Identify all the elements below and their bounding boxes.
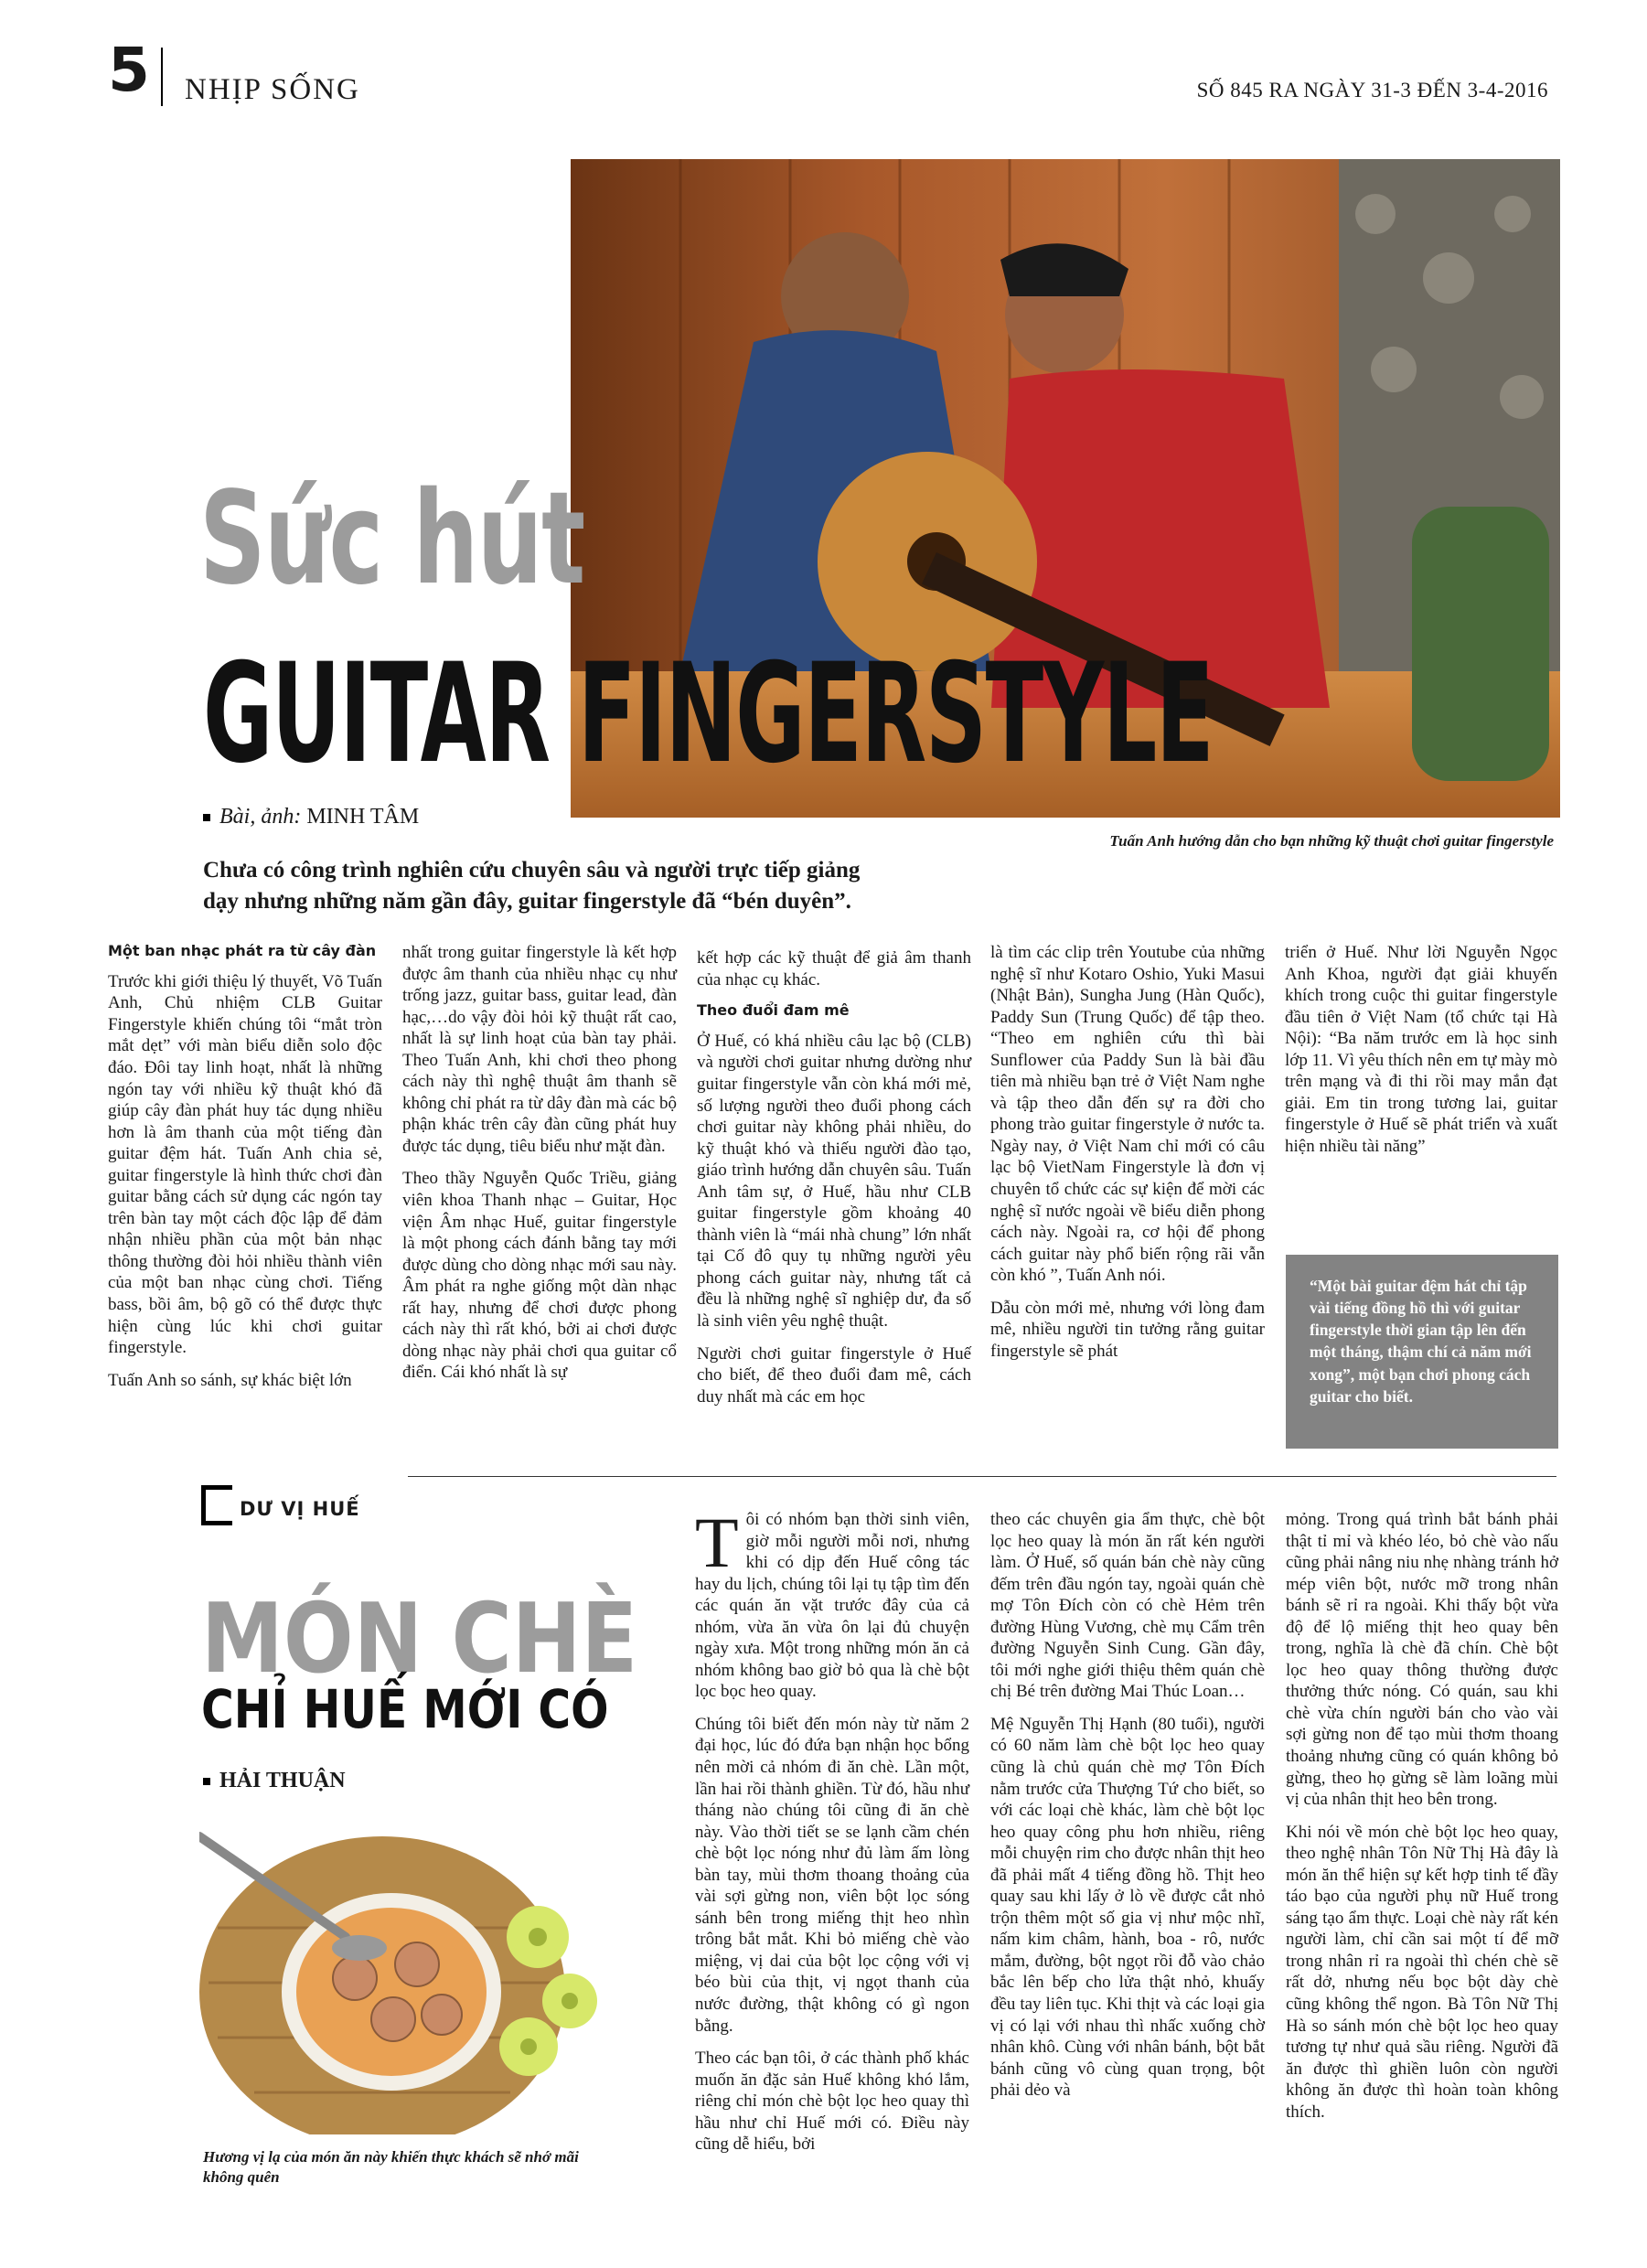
paragraph: Ở Huế, có khá nhiều câu lạc bộ (CLB) và người chơi guitar nhưng dường như guitar fingerstyle vẫn còn khá mới mẻ, số lượng người theo đuổi phong cách chơi guitar này không phải nhiều, do kỹ thuật khó và thiếu người đào tạo, giáo trình hướng dẫn chuyên sâu. Tuấn Anh tâm sự, ở Huế, hầu như CLB guitar fingerstyle gồm khoảng 40 thành viên là “mái nhà chung” lớn nhất tại Cố đô quy tụ những người yêu phong cách guitar này, nhưng tất cả đều là những nghệ sĩ nghiệp dư, đa số là sinh viên yêu nghệ thuật. (697, 1031, 971, 1332)
section-name: NHỊP SỐNG (185, 73, 360, 106)
article-column-5 (1285, 942, 1557, 1168)
paragraph: Trước khi giới thiệu lý thuyết, Võ Tuấn Anh, Chủ nhiệm CLB Guitar Fingerstyle khiến chúng tôi “mắt tròn mắt dẹt” với màn biểu diễn solo độc đáo. Đôi tay linh hoạt, nhất là những ngón tay với nhiều kỹ thuật khó đã giúp cây đàn phát huy tác dụng nhiều hơn là âm thanh của một tiếng đàn guitar đệm hát. Tuấn Anh chia sẻ, guitar fingerstyle là hình thức chơi đàn guitar bằng cách sử dụng các ngón tay trên bàn tay một cách độc lập để đảm nhận nhiều phần của một bản nhạc thông thường đòi hỏi nhiều thành viên của một ban nhạc cùng chơi. Tiếng bass, bồi âm, bộ gõ có thể được thực hiện cùng lúc khi chơi guitar fingerstyle. (108, 971, 382, 1358)
header-rule (161, 48, 163, 106)
paragraph: Theo các bạn tôi, ở các thành phố khác muốn ăn đặc sản Huế không khó lắm, riêng chỉ món chè bột lọc heo quay thì hầu như chỉ Huế mới có. Điều này cũng dễ hiểu, bởi (695, 2049, 969, 2155)
paragraph-text: ôi có nhóm bạn thời sinh viên, giờ mỗi người mỗi nơi, nhưng khi có dịp đến Huế công tác hay du lịch, chúng tôi lại tụ tập tìm đến các quán ăn vặt trước đây của cả nhóm, vừa ăn vừa ôn lại đủ chuyện ngày xưa. Một trong những món ăn cả nhóm không bao giờ bỏ qua là chè bột lọc bọc heo quay. (695, 1510, 969, 1702)
paragraph (695, 1503, 969, 1703)
paragraph: Theo thầy Nguyễn Quốc Triều, giảng viên khoa Thanh nhạc – Guitar, Học viện Âm nhạc Huế, guitar fingerstyle là một phong cách đánh bằng tay mới được dùng cho dòng nhạc mới sau này. Âm phát ra nghe giống một dàn nhạc rất hay, nhưng để chơi được phong cách này thì rất khó, bởi ai chơi được dòng nhạc này phải chơi qua guitar cổ điển. Cái khó nhất là sự (402, 1169, 677, 1383)
article2-column-2 (990, 1509, 1265, 2113)
byline-name: MINH TÂM (306, 805, 420, 829)
paragraph: theo các chuyên gia ẩm thực, chè bột lọc heo quay là món ăn rất kén người làm. Ở Huế, số quán bán chè này cũng đếm trên đầu ngón tay, ngoài quán chè mợ Tôn Đích còn có chè Hẻm trên đường Hùng Vương, chè mụ Cẩm trên đường Nguyễn Sinh Cung. Gần đây, tôi mới nghe giới thiệu thêm quán chè chị Bé trên đường Mai Thúc Loan… (990, 1510, 1265, 1702)
paragraph: mỏng. Trong quá trình bắt bánh phải thật tỉ mỉ và khéo léo, bỏ chè vào nấu cũng phải nâng niu nhẹ nhàng tránh hở mép viên bột, nước mỡ trong nhân bánh sẽ rỉ ra ngoài. Khi thấy bột vừa độ để lộ miếng thịt heo quay bên trong, nghĩa là chè đã chín. Chè bột lọc heo quay thông thường được thưởng thức nóng. Có quán, sau khi chè vừa chín người bán cho vào vài sợi gừng non để tạo mùi thơm thoang thoảng nhưng cũng có quán không bỏ gừng, theo họ gừng sẽ làm loãng mùi vị của nhân thịt heo bên trong. (1286, 1510, 1558, 1810)
paragraph: Dẫu còn mới mẻ, nhưng với lòng đam mê, nhiều người tin tưởng rằng guitar fingerstyle sẽ phát (990, 1298, 1265, 1361)
paragraph: Tuấn Anh so sánh, sự khác biệt lớn (108, 1370, 352, 1390)
subheading: Theo đuổi đam mê (697, 1001, 850, 1020)
article2-column-1 (695, 1503, 969, 2166)
article2-title-line1: MÓN CHÈ (201, 1583, 638, 1695)
pull-quote: “Một bài guitar đệm hát chỉ tập vài tiếng đồng hồ thì với guitar fingerstyle thời gian tập lên đến một tháng, thậm chí cả năm mới xong”, một bạn chơi phong cách guitar cho biết. (1286, 1255, 1558, 1449)
paragraph: kết hợp các kỹ thuật để giả âm thanh của nhạc cụ khác. (697, 948, 971, 990)
article-column-2 (402, 942, 677, 1395)
article-column-4 (990, 942, 1265, 1373)
photo-caption: Tuấn Anh hướng dẫn cho bạn những kỹ thuật chơi guitar fingerstyle (1109, 832, 1554, 850)
article2-title-line2: CHỈ HUẾ MỚI CÓ (201, 1678, 609, 1740)
paragraph: Mệ Nguyễn Thị Hạnh (80 tuổi), người có 60 năm làm chè bột lọc heo quay cũng là chủ quán chè mợ Tôn Đích nằm trước cửa Thượng Tứ cho biết, so với các loại chè khác, làm chè bột lọc heo quay công phu hơn nhiều, riêng mỗi chuyện rim cho được nhân thịt heo đã phải mất 4 tiếng đồng hồ. Thịt heo quay sau khi lấy ở lò về được cắt nhỏ trộn thêm một số gia vị như mộc nhĩ, nấm kim châm, hành, boa - rô, nước mắm, đường, bột ngọt rồi đỗ vào chảo bắc lên bếp cho lửa thật nhỏ, khuấy đều tay liên tục. Khi thịt và các loại gia vị có lại với nhau thì nhấc xuống chờ nhân khô. Cùng với nhân bánh, bột bắt bánh cũng vô cùng quan trọng, bột phải dẻo và (990, 1714, 1265, 2101)
paragraph: Người chơi guitar fingerstyle ở Huế cho biết, để theo đuổi đam mê, cách duy nhất mà các em học (697, 1343, 971, 1407)
byline-label: Bài, ảnh: (219, 805, 302, 829)
article-title-line1: Sức hút (199, 465, 584, 614)
photo-caption: Hương vị lạ của món ăn này khiến thực khách sẽ nhớ mãi không quên (203, 2148, 579, 2187)
paragraph: nhất trong guitar fingerstyle là kết hợp được âm thanh của nhiều nhạc cụ như trống jazz, guitar bass, guitar lead, đàn hạc,…do vậy đòi hỏi kỹ thuật rất cao, nhất là sự linh hoạt của bàn tay phải. Theo Tuấn Anh, khi chơi theo phong cách này thì nghệ thuật âm thanh sẽ không chỉ phát ra từ dây đàn mà các bộ phận khác trên cây đàn cũng phát huy được tác dụng, tiêu biểu như mặt đàn. (402, 943, 677, 1156)
article-title-line2: GUITAR FINGERSTYLE (203, 635, 1214, 794)
section-divider (408, 1476, 1556, 1477)
paragraph: triển ở Huế. Như lời Nguyễn Ngọc Anh Khoa, người đạt giải khuyến khích trong cuộc thi guitar fingerstyle đầu tiên ở Việt Nam (tổ chức tại Hà Nội): “Ba năm trước em là học sinh lớp 11. Vì yêu thích nên em tự mày mò trên mạng và đi thi rồi may mắn đạt giải. Em tin trong tương lai, guitar fingerstyle ở Huế sẽ phát triển và xuất hiện nhiều tài năng” (1285, 943, 1557, 1156)
article-column-3 (697, 947, 971, 1418)
che-bowl-photo (199, 1818, 622, 2134)
page-number: 5 (108, 35, 150, 105)
drop-cap: T (695, 1503, 739, 1582)
paragraph: là tìm các clip trên Youtube của những nghệ sĩ như Kotaro Oshio, Yuki Masui (Nhật Bản), Sungha Jung (Hàn Quốc), Paddy Sun (Trung Quốc) để tập theo. “Theo em nghiên cứu thì bài Sunflower của Paddy Sun là bài đầu tiên mà nhiều bạn trẻ ở Việt Nam nghe và tập theo dẫn đến sự ra đời cho phong trào guitar fingerstyle ở nước ta. Ngày nay, ở Việt Nam chỉ mới có câu lạc bộ VietNam Fingerstyle là đơn vị chuyên tổ chức các sự kiện để mời các nghệ sĩ nước ngoài về biểu diễn phong cách này. Ngoài ra, cơ hội để phong cách guitar này phổ biến rộng rãi vẫn còn khó ”, Tuấn Anh nói. (990, 943, 1265, 1286)
bullet-icon (203, 1778, 210, 1785)
article-lead: Chưa có công trình nghiên cứu chuyên sâu và người trực tiếp giảng dạy nhưng những năm gần đây, guitar fingerstyle đã “bén duyên”. (203, 858, 861, 914)
paragraph: Khi nói về món chè bột lọc heo quay, theo nghệ nhân Tôn Nữ Thị Hà đây là món ăn thể hiện sự kết hợp tinh tế đầy táo bạo của người phụ nữ Huế trong sáng tạo ẩm thực. Loại chè này rất kén người làm, chỉ cần sai một tí để mỡ trong nhân rỉ ra ngoài thì chén chè sẽ rất dở, nhưng nếu bọc bột dày chè cũng không thể ngon. Bà Tôn Nữ Thị Hà so sánh món chè bột lọc heo quay tương tự như quả sầu riêng. Người đã ăn được thì ghiền luôn còn người không ăn được thì hoàn toàn không thích. (1286, 1822, 1558, 2122)
byline-name: HẢI THUẬN (219, 1769, 346, 1792)
article2-byline (203, 1769, 346, 1793)
article-column-1 (108, 942, 382, 1402)
rubric-label: DƯ VỊ HUẾ (240, 1498, 360, 1520)
article2-column-3 (1286, 1509, 1558, 2134)
byline (203, 805, 419, 829)
subheading: Một ban nhạc phát ra từ cây đàn (108, 942, 377, 959)
bullet-icon (203, 814, 210, 821)
issue-info: SỐ 845 RA NGÀY 31-3 ĐẾN 3-4-2016 (1196, 79, 1548, 102)
paragraph: Chúng tôi biết đến món này từ năm 2 đại học, lúc đó đứa bạn nhận học bổng nên mời cả nhóm đi ăn chè. Lần một, lần hai rồi thành ghiền. Từ đó, hầu như tháng nào chúng tôi cũng đi ăn chè này. Vào thời tiết se se lạnh cầm chén chè bột lọc nóng như đủ làm ấm lòng bàn tay, mùi thơm thoang thoảng của vài sợi gừng non, viên bột lọc sóng sánh bên trong miếng thịt heo nhìn trông bắt mắt. Khi bỏ miếng chè vào miệng, vị dai của bột lọc cộng với vị béo bùi của thịt, vị ngọt thanh của nước đường, thật không có gì ngon bằng. (695, 1714, 969, 2036)
rubric-bracket-icon (201, 1485, 232, 1525)
